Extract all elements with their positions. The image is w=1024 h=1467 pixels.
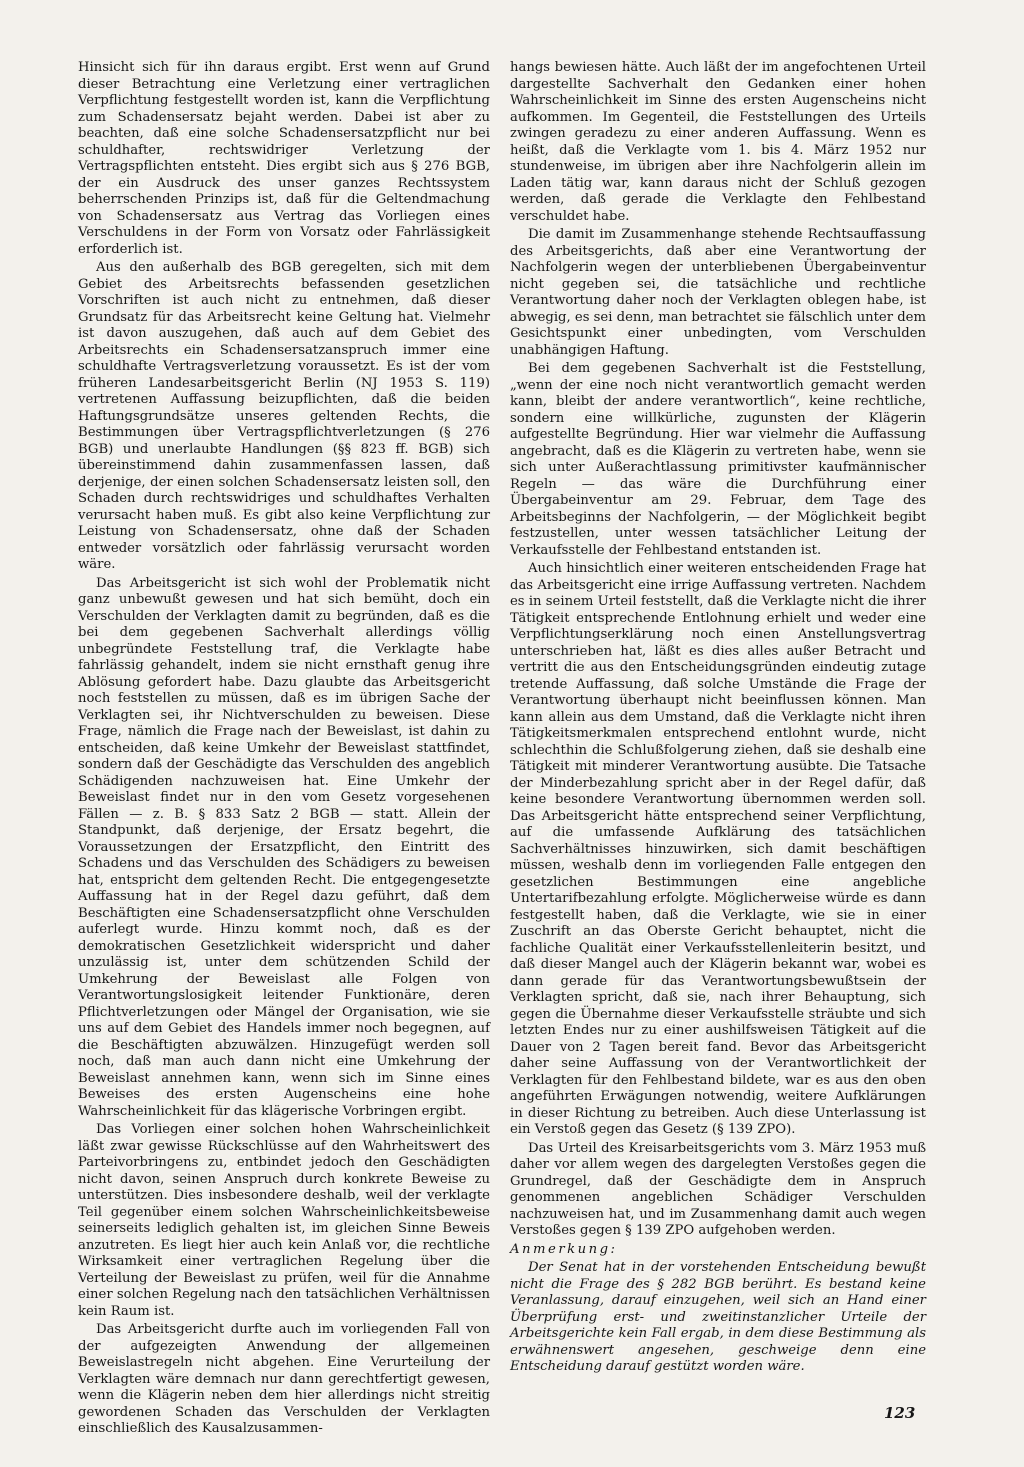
annotation-text: Der Senat hat in der vorstehenden Entscheidung bewußt nicht die Frage des § 282 BGB berührt. Es bestand keine Veranlassung, darauf einzugehen, weil sich an Hand einer Überprüfung erst- und zweitinstanzlicher Urteile der Arbeitsgerichte kein Fall ergab, in dem diese Bestimmung als erwähnenswert angesehen, geschweige denn eine Entscheidung darauf gestützt worden wäre. <box>510 1260 926 1374</box>
paragraph: Das Arbeitsgericht durfte auch im vorliegenden Fall von der aufgezeigten Anwendung der allgemeinen Beweislastregeln nicht abgehen. Eine Verurteilung der Verklagten wäre demnach nur dann gerechtfertigt gewesen, wenn die Klägerin neben dem hier allerdings nicht streitig gewordenen Schaden das Verschulden der Verklagten einschließlich des Kausalzusammen- <box>78 1322 490 1436</box>
right-column <box>510 60 926 1376</box>
paragraph: Das Vorliegen einer solchen hohen Wahrscheinlichkeit läßt zwar gewisse Rückschlüsse auf den Wahrheitswert des Parteivorbringens zu, entbindet jedoch den Geschädigten nicht davon, seinen Anspruch durch konkrete Beweise zu unterstützen. Dies insbesondere deshalb, weil der verklagte Teil gegenüber einem solchen Wahrscheinlichkeitsbeweise seinerseits lediglich gehalten ist, im gleichen Sinne Beweis anzutreten. Es liegt hier auch kein Anlaß vor, die rechtliche Wirksamkeit einer vertraglichen Regelung über die Verteilung der Beweislast zu prüfen, weil für die Annahme einer solchen Regelung nach den tatsächlichen Verhältnissen kein Raum ist. <box>78 1122 490 1319</box>
paragraph: Das Urteil des Kreisarbeitsgerichts vom 3. März 1953 muß daher vor allem wegen des dargelegten Verstoßes gegen die Grundregel, daß der Geschädigte dem in Anspruch genommenen angeblichen Schädiger Verschulden nachzuweisen hat, und im Zusammenhang damit auch wegen Verstoßes gegen § 139 ZPO aufgehoben werden. <box>510 1140 926 1238</box>
paragraph: Bei dem gegebenen Sachverhalt ist die Feststellung, „wenn der eine noch nicht verantwortlich gemacht werden kann, bleibt der andere verantwortlich“, keine rechtliche, sondern eine willkürliche, zugunsten der Klägerin aufgestellte Begründung. Hier war vielmehr die Auffassung angebracht, daß es die Klägerin zu vertreten habe, wenn sie sich unter Außerachtlassung primitivster kaufmännischer Regeln — das wäre die Durchführung einer Übergabeinventur am 29. Februar, dem Tage des Arbeitsbeginns der Nachfolgerin, — der Möglichkeit begibt festzustellen, unter wessen tatsächlicher Leitung der Verkaufsstelle der Fehlbestand entstanden ist. <box>510 361 926 558</box>
paragraph: Das Arbeitsgericht ist sich wohl der Problematik nicht ganz unbewußt gewesen und hat sich bemüht, doch ein Verschulden der Verklagten damit zu begründen, daß es die bei dem gegebenen Sachverhalt allerdings völlig unbegründete Feststellung traf, die Verklagte habe fahrlässig gehandelt, indem sie nicht ernsthaft genug ihre Ablösung gefordert habe. Dazu glaubte das Arbeitsgericht noch feststellen zu müssen, daß es im übrigen Sache der Verklagten sei, ihr Nichtverschulden zu beweisen. Diese Frage, nämlich die Frage nach der Beweislast, ist dahin zu entscheiden, daß keine Umkehr der Beweislast stattfindet, sondern daß der Geschädigte das Verschulden des angeblich Schädigenden nachzuweisen hat. Eine Umkehr der Beweislast findet nur in den vom Gesetz vorgesehenen Fällen — z. B. § 833 Satz 2 BGB — statt. Allein der Standpunkt, daß derjenige, der Ersatz begehrt, die Voraussetzungen der Ersatzpflicht, den Eintritt des Schadens und das Verschulden des Schädigers zu beweisen hat, entspricht dem geltenden Recht. Die entgegengesetzte Auffassung hat in der Regel dazu geführt, daß dem Beschäftigten eine Schadensersatzpflicht ohne Verschulden auferlegt wurde. Hinzu kommt noch, daß es der demokratischen Gesetzlichkeit widerspricht und daher unzulässig ist, unter dem schützenden Schild der Umkehrung der Beweislast alle Folgen von Verantwortungslosigkeit leitender Funktionäre, deren Pflichtverletzungen oder Mängel der Organisation, wie sie uns auf dem Gebiet des Handels immer noch begegnen, auf die Beschäftigten abzuwälzen. Hinzugefügt werden soll noch, daß man auch dann nicht eine Umkehrung der Beweislast annehmen kann, wenn sich im Sinne eines Beweises des ersten Augenscheins eine hohe Wahrscheinlichkeit für das klägerische Vorbringen ergibt. <box>78 575 490 1119</box>
paragraph: hangs bewiesen hätte. Auch läßt der im angefochtenen Urteil dargestellte Sachverhalt den Gedanken einer hohen Wahrscheinlichkeit im Sinne des ersten Augenscheins nicht aufkommen. Im Gegenteil, die Feststellungen des Urteils zwingen geradezu zu einer anderen Auffassung. Wenn es heißt, daß die Verklagte vom 1. bis 4. März 1952 nur stundenweise, im übrigen aber ihre Nachfolgerin allein im Laden tätig war, kann daraus nicht der Schluß gezogen werden, daß gerade die Verklagte den Fehlbestand verschuldet habe. <box>510 60 926 224</box>
annotation-heading: Anmerkung: <box>510 1241 618 1257</box>
paragraph: Hinsicht sich für ihn daraus ergibt. Erst wenn auf Grund dieser Betrachtung eine Verletzung einer vertraglichen Verpflichtung festgestellt worden ist, kann die Verpflichtung zum Schadensersatz bejaht werden. Dabei ist aber zu beachten, daß eine solche Schadensersatzpflicht nur bei schuldhafter, rechtswidriger Verletzung der Vertragspflichten entsteht. Dies ergibt sich aus § 276 BGB, der ein Ausdruck des unser ganzes Rechtssystem beherrschenden Prinzips ist, daß für die Geltendmachung von Schadensersatz aus Vertrag das Vorliegen eines Verschuldens in der Form von Vorsatz oder Fahrlässigkeit erforderlich ist. <box>78 60 490 257</box>
paragraph: Die damit im Zusammenhange stehende Rechtsauffassung des Arbeitsgerichts, daß aber eine Verantwortung der Nachfolgerin wegen der unterbliebenen Übergabeinventur nicht gegeben sei, die tatsächliche und rechtliche Verantwortung daher noch der Verklagten oblegen habe, ist abwegig, es sei denn, man betrachtet sie fälschlich unter dem Gesichtspunkt einer unbedingten, vom Verschulden unabhängigen Haftung. <box>510 227 926 358</box>
page-number: 123 <box>884 1404 916 1422</box>
paragraph: Auch hinsichtlich einer weiteren entscheidenden Frage hat das Arbeitsgericht eine irrige Auffassung vertreten. Nachdem es in seinem Urteil feststellt, daß die Verklagte nicht die ihrer Tätigkeit entsprechende Entlohnung erhielt und weder eine Verpflichtungserklärung noch einen Anstellungsvertrag unterschrieben hat, läßt es dies alles außer Betracht und vertritt die aus den Entscheidungsgründen eindeutig zutage tretende Auffassung, daß solche Umstände die Frage der Verantwortung überhaupt nicht beeinflussen können. Man kann allein aus dem Umstand, daß die Verklagte nicht ihren Tätigkeitsmerkmalen entsprechend entlohnt wurde, nicht schlechthin die Schlußfolgerung ziehen, daß sie deshalb eine Tätigkeit mit minderer Verantwortung ausübte. Die Tatsache der Minderbezahlung spricht aber in der Regel dafür, daß keine besondere Verantwortung übernommen werden soll. Das Arbeitsgericht hätte entsprechend seiner Verpflichtung, auf die umfassende Aufklärung des tatsächlichen Sachverhältnisses hinzuwirken, sich damit beschäftigen müssen, weshalb denn im vorliegenden Falle entgegen den gesetzlichen Bestimmungen eine angebliche Untertarifbezahlung erfolgte. Möglicherweise würde es dann festgestellt haben, daß die Verklagte, wie sie in einer Zuschrift an das Oberste Gericht behauptet, nicht die fachliche Qualität einer Verkaufsstellenleiterin besitzt, und daß dieser Mangel auch der Klägerin bekannt war, wobei es dann gerade für das Verantwortungsbewußtsein der Verklagten spricht, daß sie, nach ihrer Behauptung, sich gegen die Übernahme dieser Verkaufsstelle sträubte und sich letzten Endes nur zu einer aushilfsweisen Tätigkeit auf die Dauer von 2 Tagen bereit fand. Bevor das Arbeitsgericht daher seine Auffassung von der Verantwortlichkeit der Verklagten für den Fehlbestand bildete, war es aus den oben angeführten Erwägungen notwendig, weitere Aufklärungen in dieser Richtung zu betreiben. Auch diese Unterlassung ist ein Verstoß gegen das Gesetz (§ 139 ZPO). <box>510 561 926 1137</box>
paragraph: Aus den außerhalb des BGB geregelten, sich mit dem Gebiet des Arbeitsrechts befassenden gesetzlichen Vorschriften ist auch nicht zu entnehmen, daß dieser Grundsatz für das Arbeitsrecht keine Geltung hat. Vielmehr ist davon auszugehen, daß auch auf dem Gebiet des Arbeitsrechts ein Schadensersatzanspruch immer eine schuldhafte Vertragsverletzung voraussetzt. Es ist der vom früheren Landesarbeitsgericht Berlin (NJ 1953 S. 119) vertretenen Auffassung beizupflichten, daß die beiden Haftungsgrundsätze unseres geltenden Rechts, die Bestimmungen über Vertragspflichtverletzungen (§ 276 BGB) und unerlaubte Handlungen (§§ 823 ff. BGB) sich übereinstimmend dahin zusammenfassen lassen, daß derjenige, der einen solchen Schadensersatz leisten soll, den Schaden durch rechtswidriges und schuldhaftes Verhalten verursacht haben muß. Es gibt also keine Verpflichtung zur Leistung von Schadensersatz, ohne daß der Schaden entweder vorsätzlich oder fahrlässig verursacht worden wäre. <box>78 260 490 572</box>
left-column <box>78 60 490 1438</box>
